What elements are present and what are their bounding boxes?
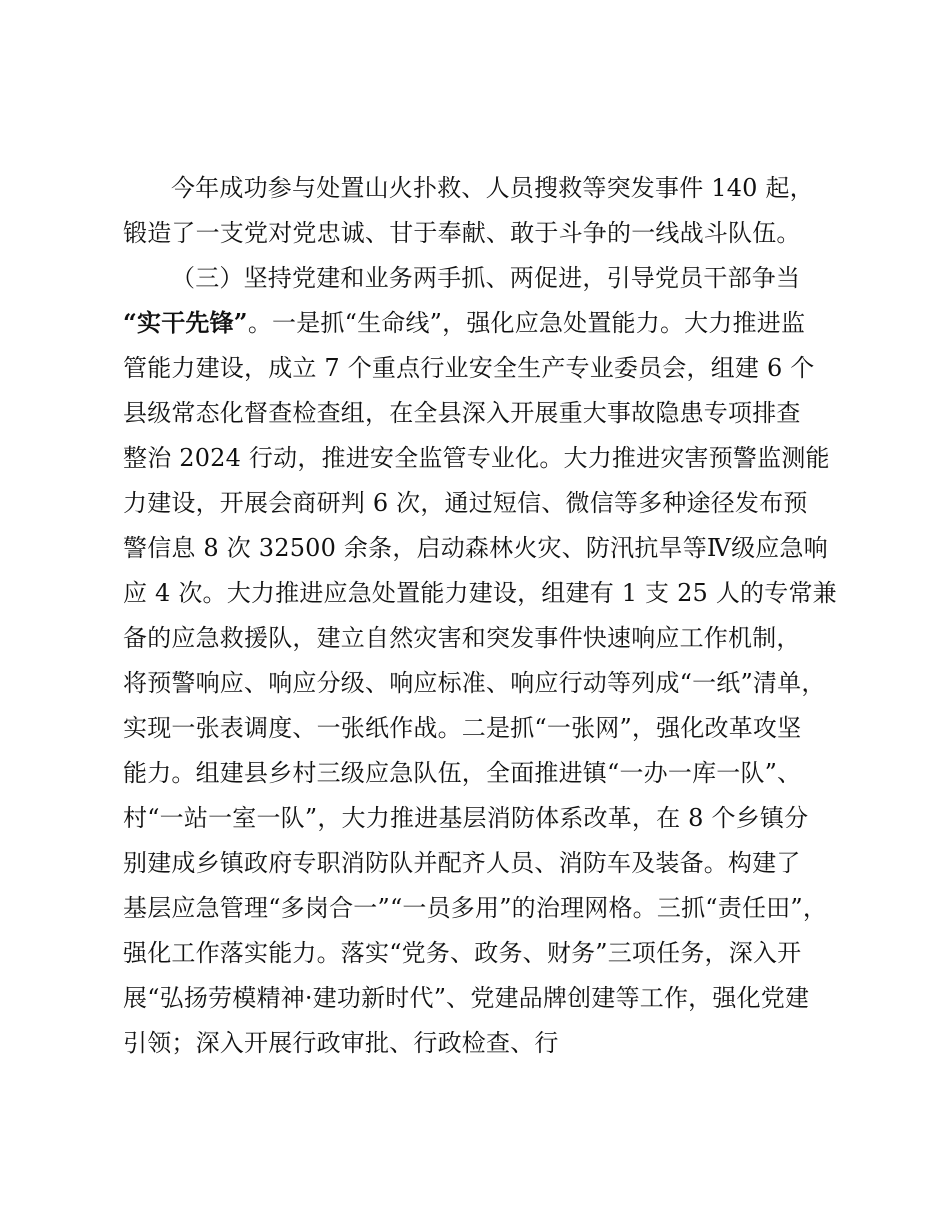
paragraph-line-9: 警信息 8 次 32500 余条，启动森林火灾、防汛抗旱等Ⅳ级应急响 [123, 534, 828, 562]
paragraph-line-5: 管能力建设，成立 7 个重点行业安全生产专业委员会，组建 6 个 [123, 354, 815, 382]
paragraph-line-4 [123, 303, 805, 343]
line-4-rest: 。一是抓“生命线”，强化应急处置能力。大力推进监 [247, 309, 806, 337]
paragraph-line-14: 能力。组建县乡村三级应急队伍，全面推进镇“一办一库一队”、 [123, 759, 802, 787]
paragraph-line-2: 锻造了一支党对党忠诚、甘于奉献、敢于斗争的一线战斗队伍。 [123, 219, 801, 247]
paragraph-line-12: 将预警响应、响应分级、响应标准、响应行动等列成“一纸”清单， [123, 669, 826, 697]
paragraph-line-17: 基层应急管理“多岗合一”“一员多用”的治理网格。三抓“责任田”， [123, 894, 828, 922]
paragraph-line-7: 整治 2024 行动，推进安全监管专业化。大力推进灾害预警监测能 [123, 444, 830, 472]
paragraph-line-18: 强化工作落实能力。落实“党务、政务、财务”三项任务，深入开 [123, 939, 802, 967]
paragraph-line-13: 实现一张表调度、一张纸作战。二是抓“一张网”，强化改革攻坚 [123, 714, 802, 742]
paragraph-line-10: 应 4 次。大力推进应急处置能力建设，组建有 1 支 25 人的专常兼 [123, 579, 837, 607]
paragraph-line-20: 引领；深入开展行政审批、行政检查、行 [123, 1029, 559, 1057]
paragraph-line-6: 县级常态化督查检查组，在全县深入开展重大事故隐患专项排查 [123, 399, 801, 427]
paragraph-line-1: 今年成功参与处置山火扑救、人员搜救等突发事件 140 起， [171, 174, 814, 202]
slogan-bold: “实干先锋” [123, 308, 248, 337]
section-heading-line: （三）坚持党建和业务两手抓、两促进，引导党员干部争当 [171, 264, 801, 292]
paragraph-line-19: 展“弘扬劳模精神·建功新时代”、党建品牌创建等工作，强化党建 [123, 984, 810, 1012]
paragraph-line-15: 村“一站一室一队”，大力推进基层消防体系改革，在 8 个乡镇分 [123, 804, 809, 832]
paragraph-line-8: 力建设，开展会商研判 6 次，通过短信、微信等多种途径发布预 [123, 489, 808, 517]
paragraph-line-11: 备的应急救援队，建立自然灾害和突发事件快速响应工作机制， [123, 624, 801, 652]
paragraph-line-16: 别建成乡镇政府专职消防队并配齐人员、消防车及装备。构建了 [123, 849, 801, 877]
